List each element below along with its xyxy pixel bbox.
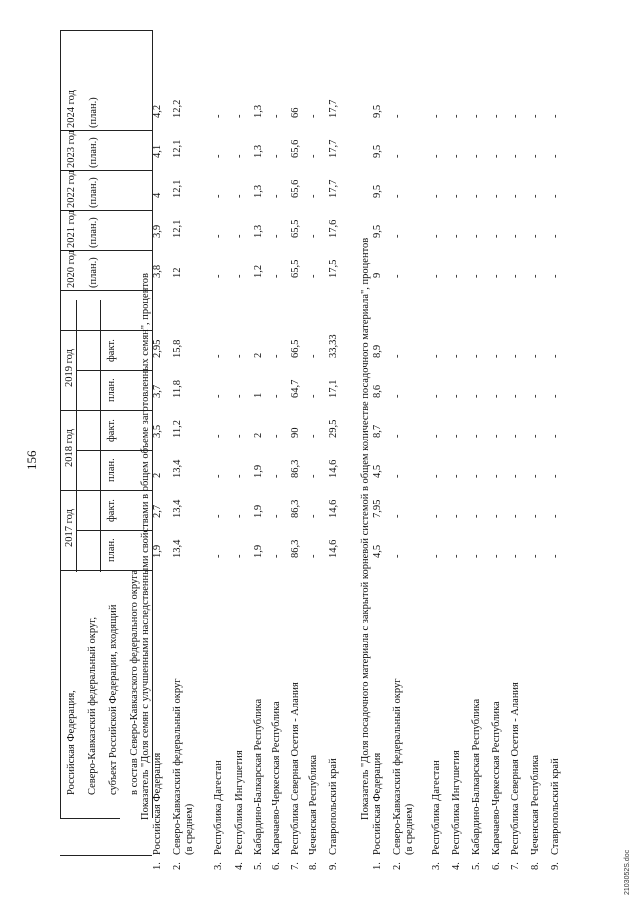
table-cell: -	[213, 394, 224, 398]
table-cell: -	[471, 194, 482, 198]
table-cell: -	[510, 394, 521, 398]
table-cell: 2	[253, 432, 264, 438]
row-number: 5.	[471, 862, 482, 870]
table-cell: 86,3	[290, 459, 301, 478]
table-cell: 4,5	[372, 544, 383, 558]
table-cell: -	[392, 434, 403, 438]
table-cell: -	[308, 394, 319, 398]
table-cell: 9,5	[372, 144, 383, 158]
table-cell: -	[471, 234, 482, 238]
header-subheader: план.	[106, 458, 117, 482]
table-cell: -	[234, 514, 245, 518]
row-name: Ставропольский край	[550, 758, 561, 855]
header-year-group: 2019 год	[64, 349, 75, 387]
table-cell: -	[530, 234, 541, 238]
row-number: 6.	[271, 862, 282, 870]
table-cell: -	[471, 394, 482, 398]
table-cell: -	[510, 274, 521, 278]
table-cell: 1,3	[253, 144, 264, 158]
table-cell: -	[550, 274, 561, 278]
row-name: Северо-Кавказский федеральный округ	[172, 678, 183, 855]
row-name: Российская Федерация	[372, 752, 383, 855]
table-cell: -	[471, 434, 482, 438]
table-cell: -	[491, 394, 502, 398]
row-number: 4.	[234, 862, 245, 870]
header-subheader: факт.	[106, 499, 117, 522]
table-cell: 13,4	[172, 499, 183, 518]
row-number: 8.	[530, 862, 541, 870]
header-region-title-line: в состав Северо-Кавказского федерального округа	[129, 569, 140, 795]
table-cell: -	[510, 354, 521, 358]
table-cell: -	[491, 234, 502, 238]
row-number: 6.	[491, 862, 502, 870]
table-cell: 3,5	[152, 424, 163, 438]
table-cell: -	[471, 354, 482, 358]
table-cell: -	[392, 194, 403, 198]
table-cell: -	[392, 354, 403, 358]
row-number: 2.	[172, 862, 183, 870]
table-cell: -	[451, 194, 462, 198]
table-cell: -	[213, 274, 224, 278]
footer-code: 2103052S.doc	[624, 849, 631, 895]
table-cell: 65,6	[290, 179, 301, 198]
table-cell: 86,3	[290, 539, 301, 558]
table-cell: 66,5	[290, 339, 301, 358]
table-cell: 1,3	[253, 104, 264, 118]
table-cell: -	[471, 554, 482, 558]
row-name: Кабардино-Балкарская Республика	[471, 698, 482, 855]
table-cell: 11,8	[172, 380, 183, 398]
header-plan-year: 2024 год	[66, 90, 77, 128]
table-cell: -	[431, 474, 442, 478]
table-cell: -	[271, 434, 282, 438]
table-cell: -	[530, 474, 541, 478]
table-cell: -	[510, 434, 521, 438]
table-cell: -	[392, 474, 403, 478]
header-plan-note: (план.)	[88, 217, 99, 248]
table-cell: 12,1	[172, 179, 183, 198]
header-right-edge	[60, 30, 61, 818]
table-cell: -	[392, 554, 403, 558]
table-cell: -	[530, 434, 541, 438]
table-cell: -	[213, 514, 224, 518]
table-cell: 1,2	[253, 264, 264, 278]
section-title: Показатель "Доля посадочного материала с закрытой корневой системой в общем количестве посадочного материала", процентов	[360, 237, 371, 820]
table-cell: 11,2	[172, 420, 183, 438]
table-cell: -	[550, 474, 561, 478]
table-cell: 17,5	[328, 259, 339, 278]
table-cell: -	[491, 154, 502, 158]
table-cell: -	[451, 514, 462, 518]
table-cell: -	[271, 114, 282, 118]
table-cell: -	[392, 274, 403, 278]
table-cell: 17,7	[328, 179, 339, 198]
table-cell: -	[510, 234, 521, 238]
table-border-top	[60, 818, 120, 819]
row-name: Республика Дагестан	[431, 760, 442, 855]
table-cell: -	[392, 234, 403, 238]
table-cell: -	[530, 154, 541, 158]
table-cell: 8,9	[372, 344, 383, 358]
table-cell: -	[510, 114, 521, 118]
table-cell: -	[530, 194, 541, 198]
header-subheader: факт.	[106, 339, 117, 362]
header-subheader: план.	[106, 378, 117, 402]
table-cell: -	[491, 114, 502, 118]
row-number: 9.	[550, 862, 561, 870]
table-cell: -	[510, 474, 521, 478]
table-cell: -	[271, 194, 282, 198]
grid-h-13	[60, 30, 152, 31]
table-cell: 1,9	[253, 464, 264, 478]
table-cell: 4,5	[372, 464, 383, 478]
table-cell: -	[308, 114, 319, 118]
row-number: 1.	[372, 862, 383, 870]
table-cell: 86,3	[290, 499, 301, 518]
table-cell: -	[510, 514, 521, 518]
table-cell: -	[550, 354, 561, 358]
table-cell: -	[530, 274, 541, 278]
table-cell: -	[510, 154, 521, 158]
table-cell: 17,1	[328, 379, 339, 398]
table-cell: -	[550, 154, 561, 158]
row-name: Республика Северная Осетия - Алания	[290, 682, 301, 855]
table-cell: -	[308, 434, 319, 438]
table-cell: -	[213, 234, 224, 238]
table-cell: -	[491, 474, 502, 478]
table-cell: -	[510, 194, 521, 198]
table-cell: -	[530, 354, 541, 358]
table-cell: 3,7	[152, 384, 163, 398]
row-number: 8.	[308, 862, 319, 870]
table-cell: -	[213, 194, 224, 198]
table-cell: -	[431, 394, 442, 398]
table-cell: -	[471, 514, 482, 518]
table-cell: -	[213, 154, 224, 158]
table-cell: -	[392, 114, 403, 118]
table-cell: -	[234, 154, 245, 158]
subheader-edge	[100, 300, 101, 572]
header-plan-year: 2020 год	[66, 250, 77, 288]
table-cell: -	[213, 434, 224, 438]
row-name: Республика Северная Осетия - Алания	[510, 682, 521, 855]
table-cell: -	[550, 114, 561, 118]
table-cell: -	[234, 554, 245, 558]
table-cell: 29,5	[328, 419, 339, 438]
grid-h-name	[60, 855, 152, 856]
table-cell: 1,9	[253, 544, 264, 558]
table-cell: 3,8	[152, 264, 163, 278]
table-cell: 1,3	[253, 184, 264, 198]
table-cell: 1,9	[152, 544, 163, 558]
table-cell: 2	[152, 472, 163, 478]
table-cell: -	[550, 194, 561, 198]
table-cell: 17,7	[328, 99, 339, 118]
table-cell: 65,5	[290, 219, 301, 238]
header-subheader: план.	[106, 538, 117, 562]
table-cell: -	[451, 154, 462, 158]
table-cell: -	[271, 354, 282, 358]
table-cell: 12	[172, 267, 183, 278]
table-cell: 1,3	[253, 224, 264, 238]
table-cell: -	[491, 554, 502, 558]
year-row-edge	[76, 300, 77, 572]
table-cell: -	[234, 354, 245, 358]
table-cell: 9,5	[372, 224, 383, 238]
table-cell: -	[451, 234, 462, 238]
table-cell: 64,7	[290, 379, 301, 398]
row-number: 7.	[290, 862, 301, 870]
row-name: Чеченская Республика	[308, 754, 319, 855]
row-name: Российская Федерация	[152, 752, 163, 855]
table-cell: -	[550, 234, 561, 238]
table-cell: 4	[152, 192, 163, 198]
row-number: 3.	[213, 862, 224, 870]
row-number: 1.	[152, 862, 163, 870]
table-cell: 2,95	[152, 339, 163, 358]
table-cell: -	[308, 514, 319, 518]
table-cell: -	[271, 394, 282, 398]
table-cell: -	[491, 354, 502, 358]
header-plan-note: (план.)	[88, 177, 99, 208]
table-cell: 90	[290, 427, 301, 438]
table-cell: -	[491, 514, 502, 518]
row-name: (в среднем)	[404, 803, 415, 855]
table-cell: -	[308, 354, 319, 358]
table-cell: -	[213, 354, 224, 358]
row-name: Карачаево-Черкесская Республика	[491, 701, 502, 855]
table-cell: 65,5	[290, 259, 301, 278]
table-cell: -	[234, 474, 245, 478]
table-cell: -	[471, 474, 482, 478]
table-cell: 15,8	[172, 339, 183, 358]
table-cell: -	[471, 154, 482, 158]
table-cell: -	[550, 394, 561, 398]
table-cell: 14,6	[328, 459, 339, 478]
header-region-title-line: Северо-Кавказский федеральный округ,	[87, 617, 98, 795]
header-plan-year: 2023 год	[66, 130, 77, 168]
grid-h-8	[60, 290, 152, 291]
table-cell: -	[431, 554, 442, 558]
table-cell: -	[451, 434, 462, 438]
table-cell: -	[392, 394, 403, 398]
row-number: 9.	[328, 862, 339, 870]
table-cell: -	[550, 514, 561, 518]
table-cell: -	[530, 554, 541, 558]
grid-h-5	[60, 410, 152, 411]
row-name: Республика Дагестан	[213, 760, 224, 855]
table-cell: 33,33	[328, 334, 339, 358]
table-cell: -	[392, 514, 403, 518]
table-cell: 14,6	[328, 499, 339, 518]
table-cell: -	[271, 154, 282, 158]
table-cell: -	[234, 234, 245, 238]
row-name: Северо-Кавказский федеральный округ	[392, 678, 403, 855]
header-year-group: 2018 год	[64, 429, 75, 467]
table-cell: -	[451, 474, 462, 478]
table-cell: 4,1	[152, 144, 163, 158]
table-cell: 9,5	[372, 104, 383, 118]
table-cell: -	[271, 274, 282, 278]
table-cell: -	[471, 114, 482, 118]
page-number: 156	[24, 450, 39, 470]
table-cell: -	[451, 354, 462, 358]
table-cell: -	[530, 514, 541, 518]
table-cell: -	[213, 114, 224, 118]
table-cell: -	[308, 474, 319, 478]
row-number: 4.	[451, 862, 462, 870]
table-cell: -	[491, 194, 502, 198]
table-cell: -	[491, 274, 502, 278]
table-cell: -	[451, 114, 462, 118]
section-title: Показатель "Доля семян с улучшенными наследственными свойствами в общем объеме заготовленных семян", процентов	[140, 273, 151, 820]
table-cell: -	[271, 474, 282, 478]
row-name: Кабардино-Балкарская Республика	[253, 698, 264, 855]
header-plan-note: (план.)	[88, 137, 99, 168]
table-cell: -	[491, 434, 502, 438]
table-cell: 1	[253, 392, 264, 398]
header-region-title-line: субъект Российской Федерации, входящий	[108, 604, 119, 795]
table-cell: -	[308, 274, 319, 278]
table-cell: -	[271, 514, 282, 518]
table-cell: -	[431, 154, 442, 158]
table-cell: -	[213, 554, 224, 558]
table-cell: 3,9	[152, 224, 163, 238]
table-cell: -	[271, 234, 282, 238]
table-cell: -	[451, 554, 462, 558]
table-cell: -	[451, 274, 462, 278]
table-cell: -	[550, 554, 561, 558]
table-cell: 9,5	[372, 184, 383, 198]
table-cell: 2	[253, 352, 264, 358]
table-cell: 66	[290, 107, 301, 118]
row-name: Ставропольский край	[328, 758, 339, 855]
row-name: Чеченская Республика	[530, 754, 541, 855]
header-plan-year: 2021 год	[66, 210, 77, 248]
table-cell: -	[550, 434, 561, 438]
table-cell: -	[431, 514, 442, 518]
table-cell: -	[234, 434, 245, 438]
table-cell: 14,6	[328, 539, 339, 558]
table-cell: -	[234, 114, 245, 118]
table-cell: 12,1	[172, 219, 183, 238]
table-cell: 1,9	[253, 504, 264, 518]
table-cell: 65,6	[290, 139, 301, 158]
row-number: 3.	[431, 862, 442, 870]
row-name: Карачаево-Черкесская Республика	[271, 701, 282, 855]
table-cell: -	[308, 234, 319, 238]
grid-h-3	[60, 490, 152, 491]
table-cell: -	[308, 194, 319, 198]
table-cell: -	[431, 354, 442, 358]
table-cell: -	[431, 274, 442, 278]
table-cell: -	[451, 394, 462, 398]
header-region-title-line: Российская Федерация,	[66, 690, 77, 795]
row-name: Республика Ингушетия	[451, 750, 462, 855]
header-subheader: факт.	[106, 419, 117, 442]
table-cell: 2,7	[152, 504, 163, 518]
row-number: 5.	[253, 862, 264, 870]
table-cell: -	[234, 274, 245, 278]
table-cell: -	[530, 114, 541, 118]
header-plan-note: (план.)	[88, 97, 99, 128]
table-cell: 13,4	[172, 459, 183, 478]
table-cell: 17,7	[328, 139, 339, 158]
table-cell: 8,6	[372, 384, 383, 398]
row-number: 7.	[510, 862, 521, 870]
table-cell: -	[271, 554, 282, 558]
table-cell: -	[213, 474, 224, 478]
table-cell: 12,2	[172, 99, 183, 118]
grid-h-7	[60, 330, 152, 331]
table-cell: 12,1	[172, 139, 183, 158]
table-cell: -	[431, 234, 442, 238]
row-number: 2.	[392, 862, 403, 870]
table-cell: -	[530, 394, 541, 398]
table-cell: -	[234, 194, 245, 198]
header-year-group: 2017 год	[64, 509, 75, 547]
table-cell: -	[471, 274, 482, 278]
table-cell: 4,2	[152, 104, 163, 118]
table-cell: -	[431, 434, 442, 438]
row-name: (в среднем)	[184, 803, 195, 855]
table-cell: 13,4	[172, 539, 183, 558]
row-name: Республика Ингушетия	[234, 750, 245, 855]
table-cell: 8,7	[372, 424, 383, 438]
table-cell: -	[308, 154, 319, 158]
header-plan-note: (план.)	[88, 257, 99, 288]
table-cell: -	[510, 554, 521, 558]
table-cell: -	[392, 154, 403, 158]
table-cell: 7,95	[372, 499, 383, 518]
table-cell: 17,6	[328, 219, 339, 238]
table-cell: -	[234, 394, 245, 398]
header-plan-year: 2022 год	[66, 170, 77, 208]
table-cell: -	[308, 554, 319, 558]
table-cell: 9	[372, 272, 383, 278]
table-cell: -	[431, 114, 442, 118]
table-cell: -	[431, 194, 442, 198]
